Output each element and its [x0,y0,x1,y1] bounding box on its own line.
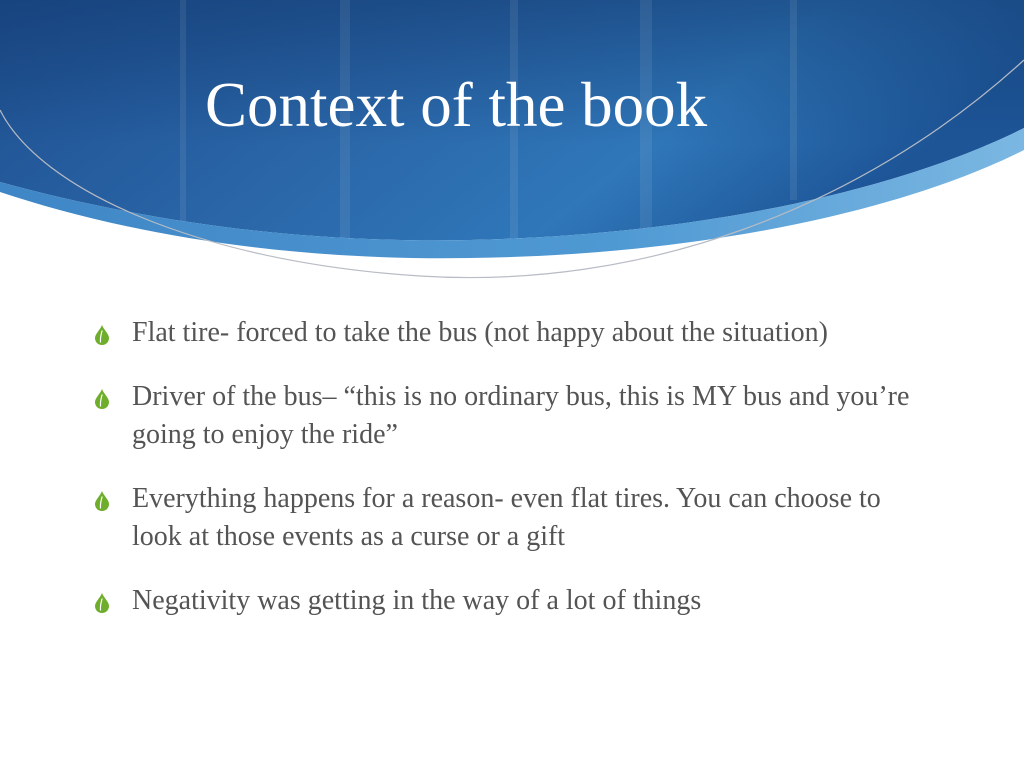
leaf-drop-icon [94,325,110,345]
list-item [92,582,912,620]
leaf-drop-icon [94,593,110,613]
bullet-text: Negativity was getting in the way of a lot of things [132,585,702,616]
leaf-drop-icon [94,491,110,511]
bullet-list [92,314,912,646]
bullet-text: Driver of the bus– “this is no ordinary bus, this is MY bus and you’re going to enjoy the ride” [132,381,910,450]
header-wave-banner [0,0,1024,300]
bullet-text: Flat tire- forced to take the bus (not happy about the situation) [132,317,828,348]
leaf-drop-icon [94,389,110,409]
list-item [92,314,912,352]
bullet-text: Everything happens for a reason- even flat tires. You can choose to look at those events as a curse or a gift [132,483,881,552]
list-item [92,378,912,454]
slide-title: Context of the book [205,70,708,140]
list-item [92,480,912,556]
